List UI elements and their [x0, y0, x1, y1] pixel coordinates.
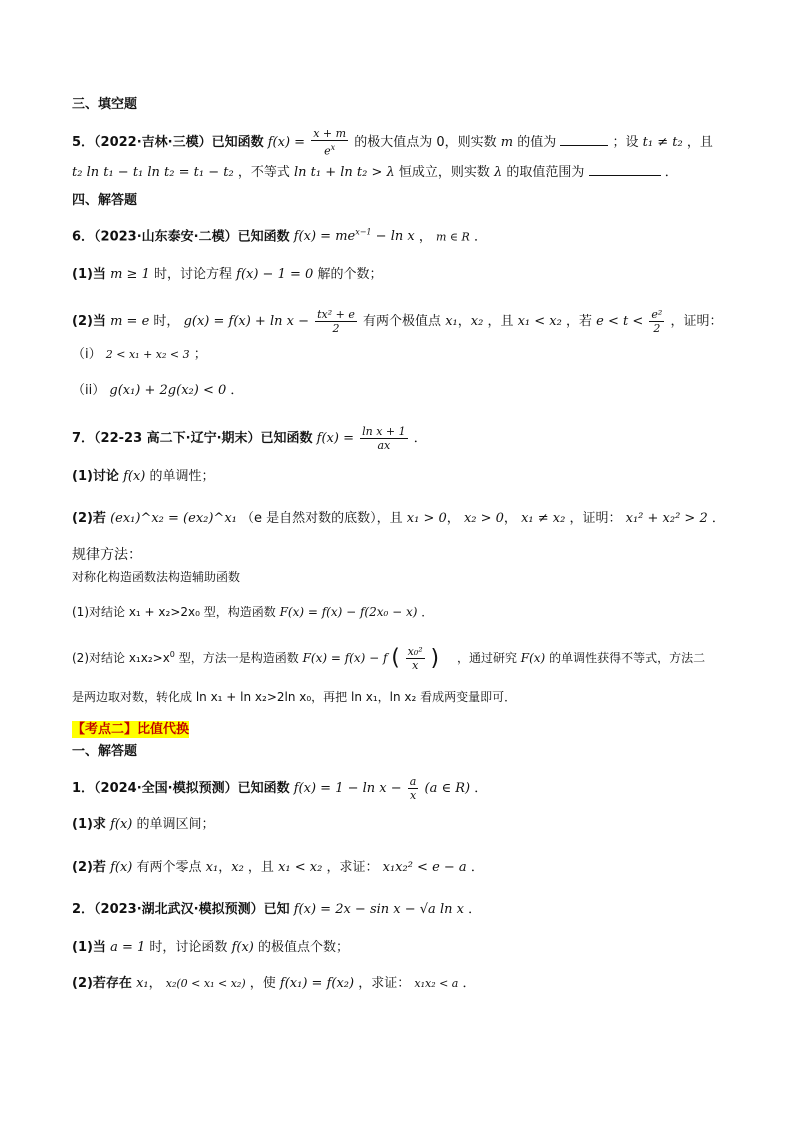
part-label: (2)若	[72, 860, 106, 875]
problem-6-subpart-ii	[72, 382, 243, 400]
problem-5-line-2	[72, 163, 678, 182]
fraction-denominator: x	[409, 789, 417, 802]
problem-5-function: f(x) =	[267, 134, 306, 150]
problem-6-part-2	[72, 308, 722, 335]
section-heading-solve-2: 一、解答题	[72, 744, 138, 759]
method-title: 规律方法：	[72, 547, 142, 563]
text: 的单调区间；	[136, 817, 215, 832]
kaodian-label	[72, 721, 189, 739]
text: (1)对结论 x₁ + x₂>2x₀ 型，构造函数	[72, 605, 276, 619]
problem-5-inequality: ln t₁ + ln t₂ > λ	[293, 165, 395, 180]
variable-x2: x₂(0 < x₁ < x₂)	[165, 977, 246, 990]
line-end: ．	[474, 781, 488, 796]
variable-x2: x₂	[470, 314, 484, 329]
k1-part-1	[72, 816, 215, 834]
part-label: (2)若存在	[72, 976, 132, 991]
inequality: g(x₁) + 2g(x₂) < 0	[109, 383, 227, 398]
goal: x₁² + x₂² > 2	[625, 511, 708, 526]
problem-5-text-b: 的值为	[517, 134, 557, 150]
line-end: ．	[468, 902, 482, 917]
separator: ，	[218, 860, 232, 875]
line-end: ．	[473, 229, 487, 245]
k1-line-1	[72, 775, 487, 802]
text: ，通过研究	[456, 651, 517, 665]
text: 的极值点个数；	[258, 940, 350, 955]
text: ，且	[247, 860, 274, 875]
fraction-numerator: a	[409, 775, 417, 788]
line-end: ．	[462, 976, 476, 991]
section-heading-fill-in: 三、填空题	[72, 97, 138, 112]
fraction-numerator: x + m	[313, 127, 347, 140]
problem-7-part-1	[72, 468, 215, 486]
part-label: (1)求	[72, 817, 106, 832]
separator: ，	[446, 511, 460, 526]
problem-7-line-1	[72, 425, 427, 452]
problem-6-function: $f(x) = me^{x-1} - \ln x$	[293, 228, 415, 245]
k2-part-2	[72, 975, 476, 993]
fraction-numerator: e²	[651, 308, 663, 321]
variable-lambda: λ	[494, 165, 503, 180]
function: f(x) = 1 − ln x −	[293, 781, 402, 796]
separator: ，	[503, 511, 517, 526]
condition: m = e	[110, 314, 150, 329]
part-label: (2)当	[72, 314, 106, 329]
problem-6-line-1	[72, 224, 487, 246]
problem-7-source: 7．（22-23 高二下·辽宁·期末）已知函数	[72, 431, 313, 446]
problem-6-subpart-i	[72, 346, 207, 364]
fraction-denominator: 2	[653, 322, 661, 335]
variable-m: m	[500, 134, 514, 150]
paren-close: )	[430, 645, 440, 671]
fraction-denominator: ax	[377, 439, 391, 452]
condition-t: t₁ ≠ t₂	[642, 134, 683, 150]
text: ，且	[487, 314, 514, 329]
line-end: ．	[413, 431, 427, 446]
condition: x₁ > 0	[406, 511, 447, 526]
variable-x1: x₁	[445, 314, 458, 329]
fraction-numerator: x₀²	[407, 645, 423, 658]
line-end: ．	[421, 605, 434, 619]
highlight-label: 【考点二】比值代换	[72, 722, 190, 737]
part-label: (2)若	[72, 511, 106, 526]
line-end: ；	[193, 347, 207, 362]
order: x₁ < x₂	[517, 314, 562, 329]
k1-part-2	[72, 859, 484, 877]
fraction-numerator: ln x + 1	[362, 425, 406, 438]
problem-5-text-f: 恒成立，则实数	[398, 165, 490, 180]
text: 时，讨论函数	[149, 940, 228, 955]
function: f(x)	[110, 860, 133, 875]
answer-blank-2[interactable]	[589, 163, 661, 176]
text: ，使	[249, 976, 276, 991]
function-F: F(x)	[520, 651, 546, 665]
separator: ，	[148, 976, 162, 991]
problem-5-source: 5．（2022·吉林·三模）已知函数	[72, 134, 264, 150]
goal: x₁x₂ < a	[414, 977, 459, 990]
problem-5-line-1	[72, 127, 713, 158]
text: 有两个极值点	[363, 314, 442, 329]
text: ，证明：	[670, 314, 723, 329]
condition-m: m ∈ R	[435, 230, 470, 244]
text: 的单调性；	[149, 469, 215, 484]
variable-x1: x₁	[205, 860, 219, 875]
text: 时，	[153, 314, 180, 329]
problem-5-text-c: ；设	[612, 134, 639, 150]
function: f(x)	[231, 940, 254, 955]
problem-5-end: ．	[664, 165, 678, 180]
problem-5-text-d: ，且	[686, 134, 713, 150]
problem-6-source: 6．（2023·山东泰安·二模）已知函数	[72, 229, 290, 245]
text: 的单调性获得不等式，方法二	[549, 651, 706, 665]
inequality: 2 < x₁ + x₂ < 3	[105, 348, 190, 361]
fraction-numerator: tx² + e	[317, 308, 355, 321]
text: 解的个数；	[317, 267, 383, 282]
problem-5-fraction	[311, 127, 348, 158]
line-end: ．	[230, 383, 244, 398]
paren-open: (	[391, 645, 400, 671]
problem-5-text-e: ，不等式	[237, 165, 290, 180]
k2-part-1	[72, 939, 349, 957]
variable-x2: x₂	[231, 860, 244, 875]
problem-5-text-g: 的取值范围为	[506, 165, 585, 180]
fraction	[406, 645, 425, 672]
method-rule-2	[72, 645, 705, 672]
text: ，若	[565, 314, 592, 329]
function: f(x)	[110, 817, 133, 832]
separator: ，	[418, 229, 432, 245]
method-rule-3: 是两边取对数，转化成 ln x₁ + ln x₂>2ln x₀，再把 ln x₁，ln x₂ 看成两变量即可．	[72, 690, 517, 704]
function: f(x) =	[316, 431, 354, 446]
text: ，求证：	[358, 976, 411, 991]
subpart-label: （i）	[72, 347, 102, 362]
fraction	[408, 775, 419, 802]
fraction-denominator: 2	[332, 322, 340, 335]
function: f(x) = 2x − sin x − √a ln x	[293, 902, 464, 917]
function: f(x)	[123, 469, 146, 484]
fraction	[315, 308, 357, 335]
separator: ，	[457, 314, 471, 329]
section-heading-solve: 四、解答题	[72, 193, 138, 208]
line-end: ．	[470, 860, 484, 875]
equation: f(x₁) = f(x₂)	[279, 976, 355, 991]
fraction-denominator: x	[412, 659, 419, 672]
text: （e 是自然对数的底数），且	[241, 511, 403, 526]
equation: (ex₁)^x₂ = (ex₂)^x₁	[110, 511, 237, 526]
part-label: (1)当	[72, 940, 106, 955]
text: ，证明：	[569, 511, 622, 526]
problem-source: 2．（2023·湖北武汉·模拟预测）已知	[72, 902, 290, 917]
function: F(x) = f(x) − f	[302, 651, 388, 665]
text: 有两个零点	[136, 860, 202, 875]
text: 型，方法一是构造函数	[178, 651, 299, 665]
part-label: (1)讨论	[72, 469, 119, 484]
function: F(x) = f(x) − f(2x₀ − x)	[279, 605, 418, 619]
method-rule-1	[72, 603, 433, 621]
equation: f(x) − 1 = 0	[236, 267, 314, 282]
problem-6-part-1	[72, 266, 382, 284]
problem-7-part-2	[72, 510, 725, 528]
text: (2)对结论 $x_1x_2>x^0$	[72, 650, 175, 665]
text: ，求证：	[326, 860, 379, 875]
method-subtitle: 对称化构造函数法构造辅助函数	[72, 570, 241, 584]
subpart-label: （ii）	[72, 383, 106, 398]
range: e < t <	[596, 314, 644, 329]
answer-blank-1[interactable]	[560, 133, 608, 146]
fraction-denominator: $e^x$	[324, 143, 336, 158]
condition: x₂ > 0	[463, 511, 504, 526]
fraction	[360, 425, 408, 452]
line-end: ．	[711, 511, 725, 526]
k2-line-1	[72, 901, 481, 919]
variable-x1: x₁	[136, 976, 149, 991]
problem-source: 1．（2024·全国·模拟预测）已知函数	[72, 781, 290, 796]
problem-5-text-a: 的极大值点为 0，则实数	[354, 134, 497, 150]
part-label: (1)当	[72, 267, 106, 282]
domain: (a ∈ R)	[424, 781, 471, 796]
condition: x₁ ≠ x₂	[521, 511, 566, 526]
condition: a = 1	[110, 940, 146, 955]
order: x₁ < x₂	[278, 860, 323, 875]
problem-5-equation: t₂ ln t₁ − t₁ ln t₂ = t₁ − t₂	[72, 165, 234, 180]
condition: m ≥ 1	[110, 267, 150, 282]
text: 时，讨论方程	[153, 267, 232, 282]
function-g: g(x) = f(x) + ln x −	[183, 314, 309, 329]
goal: x₁x₂² < e − a	[382, 860, 467, 875]
fraction	[649, 308, 664, 335]
